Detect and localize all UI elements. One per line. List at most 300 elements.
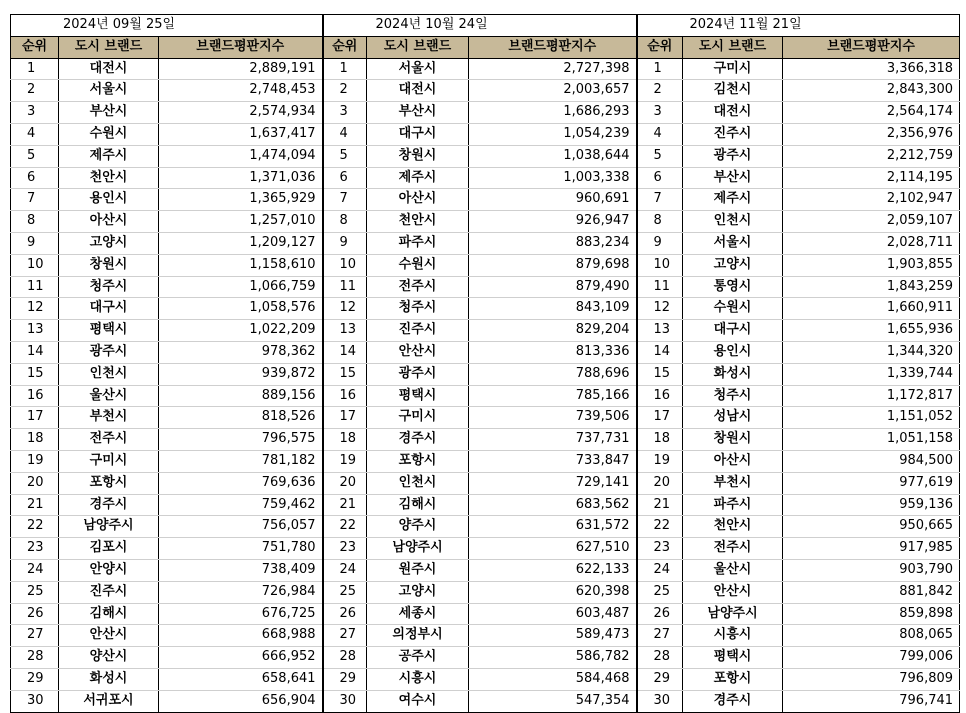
rank-cell: 25 <box>637 581 683 603</box>
rank-cell: 5 <box>11 145 59 167</box>
score-cell: 676,725 <box>159 603 323 625</box>
rank-cell: 22 <box>323 516 367 538</box>
rank-cell: 30 <box>323 690 367 712</box>
score-cell: 547,354 <box>469 690 637 712</box>
city-cell: 진주시 <box>683 123 783 145</box>
city-cell: 통영시 <box>683 276 783 298</box>
city-cell: 공주시 <box>367 647 469 669</box>
score-cell: 2,564,174 <box>783 102 960 124</box>
date-header-row <box>11 15 960 37</box>
rank-cell: 29 <box>323 668 367 690</box>
score-cell: 2,059,107 <box>783 211 960 233</box>
rank-cell: 23 <box>11 538 59 560</box>
score-cell: 1,686,293 <box>469 102 637 124</box>
score-cell: 589,473 <box>469 625 637 647</box>
score-cell: 1,655,936 <box>783 320 960 342</box>
rank-cell: 5 <box>323 145 367 167</box>
rank-cell: 19 <box>323 450 367 472</box>
score-cell: 656,904 <box>159 690 323 712</box>
rank-cell: 27 <box>637 625 683 647</box>
city-cell: 파주시 <box>367 232 469 254</box>
city-cell: 양산시 <box>59 647 159 669</box>
score-cell: 1,003,338 <box>469 167 637 189</box>
rank-cell: 17 <box>637 407 683 429</box>
score-cell: 622,133 <box>469 559 637 581</box>
score-cell: 1,474,094 <box>159 145 323 167</box>
rank-header: 순위 <box>11 36 59 58</box>
city-cell: 대전시 <box>683 102 783 124</box>
period-date: 2024년 11월 21일 <box>637 15 960 37</box>
rank-cell: 13 <box>323 320 367 342</box>
rank-cell: 8 <box>11 211 59 233</box>
table-row <box>11 254 960 276</box>
score-header: 브랜드평판지수 <box>159 36 323 58</box>
rank-cell: 27 <box>11 625 59 647</box>
score-cell: 926,947 <box>469 211 637 233</box>
city-cell: 창원시 <box>683 429 783 451</box>
score-cell: 879,698 <box>469 254 637 276</box>
rank-cell: 2 <box>637 80 683 102</box>
city-cell: 포항시 <box>59 472 159 494</box>
city-cell: 청주시 <box>367 298 469 320</box>
rank-cell: 24 <box>637 559 683 581</box>
score-cell: 620,398 <box>469 581 637 603</box>
column-header-row <box>11 36 960 58</box>
score-cell: 733,847 <box>469 450 637 472</box>
score-cell: 960,691 <box>469 189 637 211</box>
score-cell: 785,166 <box>469 385 637 407</box>
rank-cell: 5 <box>637 145 683 167</box>
rank-cell: 7 <box>637 189 683 211</box>
score-cell: 666,952 <box>159 647 323 669</box>
score-cell: 799,006 <box>783 647 960 669</box>
city-cell: 시흥시 <box>367 668 469 690</box>
rank-cell: 26 <box>323 603 367 625</box>
score-cell: 738,409 <box>159 559 323 581</box>
rank-cell: 18 <box>323 429 367 451</box>
score-cell: 959,136 <box>783 494 960 516</box>
rank-cell: 20 <box>637 472 683 494</box>
rank-cell: 14 <box>323 341 367 363</box>
table-row <box>11 668 960 690</box>
city-cell: 서울시 <box>367 58 469 80</box>
rank-cell: 26 <box>637 603 683 625</box>
city-cell: 김해시 <box>367 494 469 516</box>
city-cell: 화성시 <box>683 363 783 385</box>
score-cell: 950,665 <box>783 516 960 538</box>
rank-cell: 4 <box>637 123 683 145</box>
score-cell: 939,872 <box>159 363 323 385</box>
score-header: 브랜드평판지수 <box>783 36 960 58</box>
score-cell: 1,339,744 <box>783 363 960 385</box>
city-cell: 대전시 <box>367 80 469 102</box>
rank-cell: 14 <box>11 341 59 363</box>
city-header: 도시 브랜드 <box>683 36 783 58</box>
score-cell: 631,572 <box>469 516 637 538</box>
rank-cell: 16 <box>11 385 59 407</box>
city-cell: 천안시 <box>59 167 159 189</box>
city-cell: 고양시 <box>683 254 783 276</box>
score-cell: 2,003,657 <box>469 80 637 102</box>
city-cell: 대구시 <box>59 298 159 320</box>
score-cell: 1,151,052 <box>783 407 960 429</box>
score-cell: 889,156 <box>159 385 323 407</box>
rank-cell: 29 <box>637 668 683 690</box>
score-cell: 2,212,759 <box>783 145 960 167</box>
rank-cell: 21 <box>11 494 59 516</box>
city-cell: 수원시 <box>367 254 469 276</box>
table-row <box>11 647 960 669</box>
city-cell: 고양시 <box>59 232 159 254</box>
score-cell: 977,619 <box>783 472 960 494</box>
city-cell: 화성시 <box>59 668 159 690</box>
score-cell: 2,356,976 <box>783 123 960 145</box>
rank-cell: 18 <box>11 429 59 451</box>
city-cell: 김해시 <box>59 603 159 625</box>
table-row <box>11 145 960 167</box>
rank-cell: 10 <box>637 254 683 276</box>
score-cell: 627,510 <box>469 538 637 560</box>
city-cell: 부산시 <box>367 102 469 124</box>
score-cell: 1,637,417 <box>159 123 323 145</box>
rank-header: 순위 <box>323 36 367 58</box>
score-cell: 668,988 <box>159 625 323 647</box>
rank-cell: 23 <box>323 538 367 560</box>
rank-cell: 9 <box>11 232 59 254</box>
table-row <box>11 123 960 145</box>
rank-cell: 15 <box>323 363 367 385</box>
rank-cell: 3 <box>11 102 59 124</box>
score-cell: 1,371,036 <box>159 167 323 189</box>
rank-cell: 8 <box>637 211 683 233</box>
city-cell: 서울시 <box>59 80 159 102</box>
score-cell: 2,889,191 <box>159 58 323 80</box>
rank-cell: 16 <box>323 385 367 407</box>
score-cell: 2,028,711 <box>783 232 960 254</box>
rank-cell: 1 <box>11 58 59 80</box>
city-cell: 구미시 <box>367 407 469 429</box>
rank-cell: 3 <box>637 102 683 124</box>
score-cell: 1,051,158 <box>783 429 960 451</box>
score-cell: 683,562 <box>469 494 637 516</box>
city-cell: 울산시 <box>683 559 783 581</box>
score-cell: 658,641 <box>159 668 323 690</box>
rank-cell: 10 <box>11 254 59 276</box>
city-cell: 전주시 <box>367 276 469 298</box>
score-cell: 2,102,947 <box>783 189 960 211</box>
table-row <box>11 603 960 625</box>
score-cell: 808,065 <box>783 625 960 647</box>
city-cell: 천안시 <box>367 211 469 233</box>
score-cell: 1,209,127 <box>159 232 323 254</box>
city-cell: 아산시 <box>367 189 469 211</box>
rank-cell: 4 <box>11 123 59 145</box>
score-cell: 769,636 <box>159 472 323 494</box>
score-cell: 1,058,576 <box>159 298 323 320</box>
ranking-sheet <box>10 14 959 713</box>
score-cell: 796,741 <box>783 690 960 712</box>
city-cell: 평택시 <box>683 647 783 669</box>
city-cell: 대구시 <box>683 320 783 342</box>
rank-cell: 9 <box>637 232 683 254</box>
city-cell: 시흥시 <box>683 625 783 647</box>
city-cell: 제주시 <box>367 167 469 189</box>
score-cell: 881,842 <box>783 581 960 603</box>
rank-cell: 6 <box>323 167 367 189</box>
city-header: 도시 브랜드 <box>367 36 469 58</box>
city-cell: 수원시 <box>59 123 159 145</box>
city-cell: 남양주시 <box>683 603 783 625</box>
rank-cell: 11 <box>11 276 59 298</box>
score-cell: 781,182 <box>159 450 323 472</box>
city-cell: 진주시 <box>367 320 469 342</box>
rank-cell: 17 <box>323 407 367 429</box>
city-cell: 광주시 <box>683 145 783 167</box>
table-row <box>11 276 960 298</box>
table-row <box>11 516 960 538</box>
rank-cell: 13 <box>11 320 59 342</box>
city-cell: 안양시 <box>59 559 159 581</box>
score-cell: 978,362 <box>159 341 323 363</box>
score-cell: 883,234 <box>469 232 637 254</box>
rank-cell: 6 <box>11 167 59 189</box>
city-cell: 안산시 <box>683 581 783 603</box>
city-cell: 전주시 <box>683 538 783 560</box>
city-cell: 경주시 <box>367 429 469 451</box>
rank-cell: 19 <box>637 450 683 472</box>
city-cell: 김포시 <box>59 538 159 560</box>
rank-cell: 11 <box>323 276 367 298</box>
score-cell: 796,809 <box>783 668 960 690</box>
city-cell: 대구시 <box>367 123 469 145</box>
table-row <box>11 167 960 189</box>
score-cell: 603,487 <box>469 603 637 625</box>
table-row <box>11 363 960 385</box>
table-row <box>11 298 960 320</box>
score-cell: 818,526 <box>159 407 323 429</box>
period-date: 2024년 09월 25일 <box>11 15 323 37</box>
rank-cell: 21 <box>637 494 683 516</box>
score-cell: 903,790 <box>783 559 960 581</box>
city-cell: 경주시 <box>683 690 783 712</box>
rank-cell: 27 <box>323 625 367 647</box>
city-cell: 부천시 <box>59 407 159 429</box>
rank-cell: 2 <box>11 80 59 102</box>
rank-cell: 29 <box>11 668 59 690</box>
rank-cell: 19 <box>11 450 59 472</box>
city-cell: 울산시 <box>59 385 159 407</box>
rank-cell: 15 <box>637 363 683 385</box>
table-row <box>11 538 960 560</box>
city-cell: 진주시 <box>59 581 159 603</box>
rank-cell: 2 <box>323 80 367 102</box>
score-cell: 1,660,911 <box>783 298 960 320</box>
rank-cell: 3 <box>323 102 367 124</box>
score-cell: 737,731 <box>469 429 637 451</box>
table-row <box>11 407 960 429</box>
city-cell: 성남시 <box>683 407 783 429</box>
score-cell: 1,365,929 <box>159 189 323 211</box>
rank-cell: 12 <box>11 298 59 320</box>
city-cell: 아산시 <box>59 211 159 233</box>
rank-cell: 10 <box>323 254 367 276</box>
city-cell: 천안시 <box>683 516 783 538</box>
rank-cell: 18 <box>637 429 683 451</box>
city-cell: 광주시 <box>367 363 469 385</box>
rank-cell: 17 <box>11 407 59 429</box>
rank-cell: 22 <box>11 516 59 538</box>
score-cell: 1,054,239 <box>469 123 637 145</box>
city-cell: 남양주시 <box>367 538 469 560</box>
rank-cell: 28 <box>323 647 367 669</box>
rank-cell: 23 <box>637 538 683 560</box>
city-cell: 아산시 <box>683 450 783 472</box>
table-row <box>11 211 960 233</box>
rank-cell: 20 <box>323 472 367 494</box>
score-cell: 584,468 <box>469 668 637 690</box>
city-cell: 파주시 <box>683 494 783 516</box>
city-cell: 평택시 <box>367 385 469 407</box>
score-cell: 2,748,453 <box>159 80 323 102</box>
score-cell: 1,038,644 <box>469 145 637 167</box>
rank-cell: 28 <box>637 647 683 669</box>
table-row <box>11 341 960 363</box>
city-cell: 창원시 <box>367 145 469 167</box>
score-cell: 859,898 <box>783 603 960 625</box>
city-cell: 대전시 <box>59 58 159 80</box>
city-cell: 용인시 <box>683 341 783 363</box>
score-cell: 1,066,759 <box>159 276 323 298</box>
score-cell: 1,158,610 <box>159 254 323 276</box>
city-cell: 구미시 <box>683 58 783 80</box>
score-cell: 739,506 <box>469 407 637 429</box>
score-cell: 2,727,398 <box>469 58 637 80</box>
city-cell: 원주시 <box>367 559 469 581</box>
table-row <box>11 559 960 581</box>
table-row <box>11 450 960 472</box>
city-cell: 의정부시 <box>367 625 469 647</box>
table-row <box>11 232 960 254</box>
rank-cell: 11 <box>637 276 683 298</box>
rank-cell: 30 <box>11 690 59 712</box>
city-cell: 제주시 <box>683 189 783 211</box>
rank-cell: 12 <box>323 298 367 320</box>
city-cell: 세종시 <box>367 603 469 625</box>
score-cell: 759,462 <box>159 494 323 516</box>
city-cell: 구미시 <box>59 450 159 472</box>
table-row <box>11 429 960 451</box>
score-cell: 2,574,934 <box>159 102 323 124</box>
city-cell: 인천시 <box>683 211 783 233</box>
score-cell: 788,696 <box>469 363 637 385</box>
city-cell: 포항시 <box>683 668 783 690</box>
score-cell: 2,114,195 <box>783 167 960 189</box>
score-cell: 756,057 <box>159 516 323 538</box>
table-row <box>11 494 960 516</box>
city-cell: 제주시 <box>59 145 159 167</box>
score-cell: 2,843,300 <box>783 80 960 102</box>
rank-cell: 28 <box>11 647 59 669</box>
city-cell: 부산시 <box>683 167 783 189</box>
city-cell: 서귀포시 <box>59 690 159 712</box>
city-cell: 경주시 <box>59 494 159 516</box>
rank-cell: 8 <box>323 211 367 233</box>
rank-cell: 14 <box>637 341 683 363</box>
score-cell: 843,109 <box>469 298 637 320</box>
city-cell: 창원시 <box>59 254 159 276</box>
city-cell: 청주시 <box>683 385 783 407</box>
rank-cell: 1 <box>637 58 683 80</box>
rank-header: 순위 <box>637 36 683 58</box>
score-cell: 796,575 <box>159 429 323 451</box>
table-row <box>11 581 960 603</box>
table-row <box>11 690 960 712</box>
score-cell: 879,490 <box>469 276 637 298</box>
city-header: 도시 브랜드 <box>59 36 159 58</box>
rank-cell: 12 <box>637 298 683 320</box>
rank-cell: 6 <box>637 167 683 189</box>
table-row <box>11 472 960 494</box>
rank-cell: 4 <box>323 123 367 145</box>
city-cell: 안산시 <box>367 341 469 363</box>
city-cell: 부산시 <box>59 102 159 124</box>
score-cell: 729,141 <box>469 472 637 494</box>
rank-cell: 13 <box>637 320 683 342</box>
table-row <box>11 320 960 342</box>
rank-cell: 16 <box>637 385 683 407</box>
table-row <box>11 189 960 211</box>
period-date: 2024년 10월 24일 <box>323 15 637 37</box>
city-cell: 포항시 <box>367 450 469 472</box>
table-row <box>11 58 960 80</box>
score-cell: 1,843,259 <box>783 276 960 298</box>
score-cell: 984,500 <box>783 450 960 472</box>
score-cell: 829,204 <box>469 320 637 342</box>
rank-cell: 26 <box>11 603 59 625</box>
city-cell: 수원시 <box>683 298 783 320</box>
rank-cell: 15 <box>11 363 59 385</box>
table-row <box>11 625 960 647</box>
city-cell: 김천시 <box>683 80 783 102</box>
score-cell: 1,344,320 <box>783 341 960 363</box>
city-cell: 남양주시 <box>59 516 159 538</box>
table-row <box>11 102 960 124</box>
city-cell: 청주시 <box>59 276 159 298</box>
city-cell: 부천시 <box>683 472 783 494</box>
rank-cell: 22 <box>637 516 683 538</box>
city-cell: 평택시 <box>59 320 159 342</box>
city-cell: 고양시 <box>367 581 469 603</box>
city-cell: 안산시 <box>59 625 159 647</box>
city-cell: 서울시 <box>683 232 783 254</box>
score-cell: 586,782 <box>469 647 637 669</box>
city-cell: 양주시 <box>367 516 469 538</box>
rank-cell: 20 <box>11 472 59 494</box>
rank-cell: 24 <box>323 559 367 581</box>
rank-cell: 25 <box>11 581 59 603</box>
city-cell: 광주시 <box>59 341 159 363</box>
score-cell: 813,336 <box>469 341 637 363</box>
score-cell: 1,903,855 <box>783 254 960 276</box>
city-cell: 용인시 <box>59 189 159 211</box>
rank-cell: 25 <box>323 581 367 603</box>
score-cell: 1,257,010 <box>159 211 323 233</box>
rank-cell: 7 <box>11 189 59 211</box>
score-header: 브랜드평판지수 <box>469 36 637 58</box>
ranking-table <box>10 14 960 713</box>
score-cell: 1,022,209 <box>159 320 323 342</box>
score-cell: 3,366,318 <box>783 58 960 80</box>
